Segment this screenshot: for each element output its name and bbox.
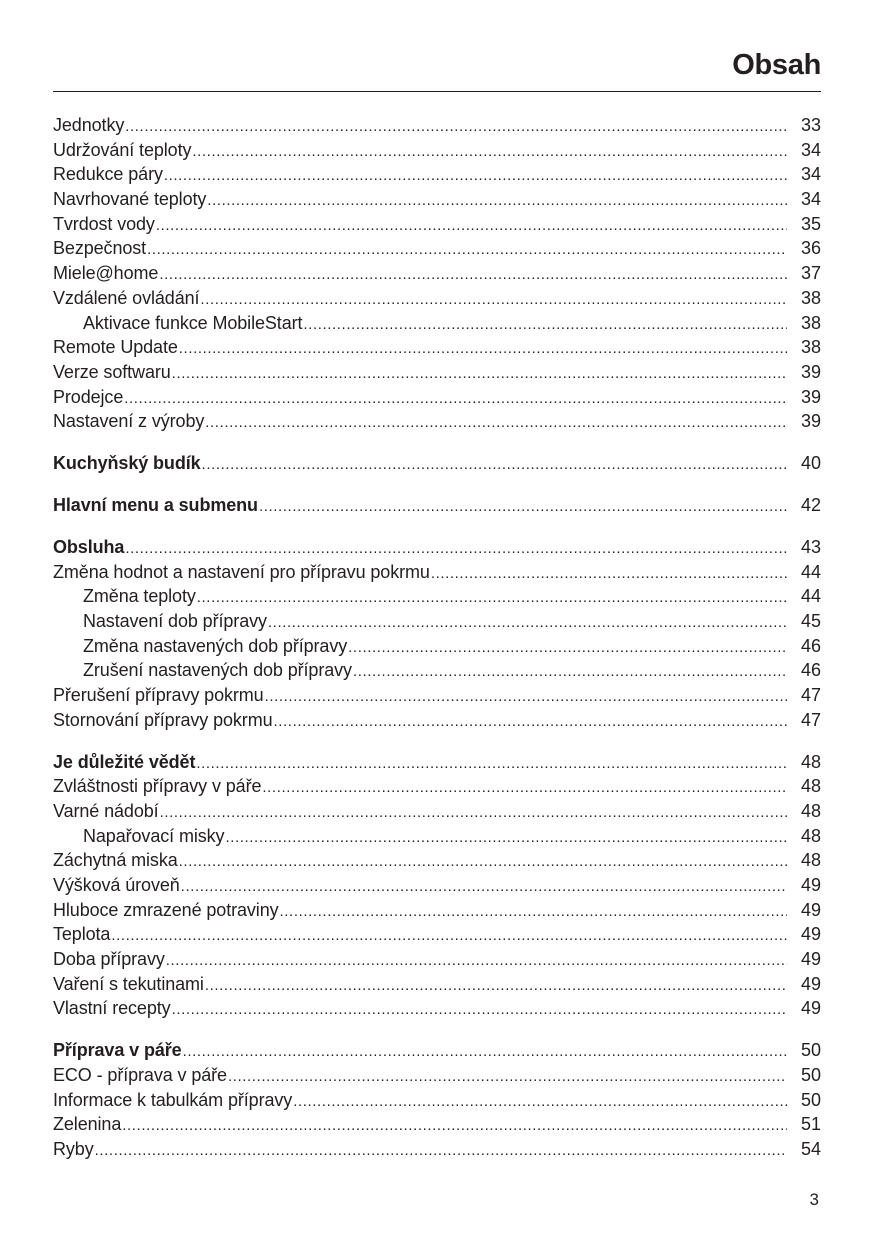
- toc-entry[interactable]: [53, 560, 821, 585]
- dot-leader: [147, 238, 787, 263]
- toc-entry[interactable]: [53, 1063, 821, 1088]
- dot-leader: [179, 850, 787, 875]
- dot-leader: [280, 900, 787, 925]
- toc-entry-page: 47: [800, 685, 821, 705]
- toc-entry-page: 34: [800, 139, 821, 160]
- toc-entry-page: 47: [800, 709, 821, 730]
- table-of-contents: [53, 113, 821, 1162]
- toc-entry-label: Změna nastavených dob přípravy: [83, 635, 348, 656]
- toc-entry-label: Informace k tabulkám přípravy: [53, 1089, 293, 1110]
- toc-entry[interactable]: [53, 162, 821, 187]
- dot-leader: [274, 710, 788, 735]
- dot-leader: [192, 140, 787, 165]
- toc-entry-page: 39: [800, 411, 821, 432]
- toc-entry-label: Verze softwaru: [53, 361, 171, 382]
- dot-leader: [125, 115, 787, 140]
- toc-entry-label: Tvrdost vody: [53, 213, 155, 234]
- dot-leader: [353, 660, 787, 685]
- toc-entry-page: 48: [800, 850, 821, 871]
- dot-leader: [303, 313, 787, 338]
- toc-entry[interactable]: [53, 360, 821, 385]
- toc-entry[interactable]: [53, 824, 821, 849]
- dot-leader: [207, 189, 787, 214]
- dot-leader: [181, 875, 787, 900]
- toc-entry[interactable]: [53, 683, 821, 708]
- toc-entry-label: Bezpečnost: [53, 238, 147, 259]
- dot-leader: [124, 387, 787, 412]
- toc-entry-label: Kuchyňský budík: [53, 453, 201, 474]
- toc-entry-label: Aktivace funkce MobileStart: [83, 312, 303, 333]
- dot-leader: [159, 263, 787, 288]
- toc-entry-label: Obsluha: [53, 536, 125, 557]
- toc-entry[interactable]: [53, 113, 821, 138]
- toc-entry-page: 44: [800, 561, 821, 582]
- toc-entry[interactable]: [53, 138, 821, 163]
- toc-entry-label: Remote Update: [53, 337, 178, 358]
- dot-leader: [348, 636, 787, 661]
- dot-leader: [431, 562, 787, 587]
- toc-entry-page: 48: [800, 800, 821, 821]
- toc-entry-page: 49: [800, 973, 821, 994]
- dot-leader: [164, 164, 787, 189]
- toc-entry-label: Hluboce zmrazené potraviny: [53, 899, 279, 920]
- toc-entry-page: 49: [800, 875, 821, 895]
- toc-entry-page: 38: [800, 312, 821, 333]
- toc-entry[interactable]: [53, 1088, 821, 1113]
- toc-entry-page: 48: [800, 825, 821, 846]
- toc-entry-label: Výšková úroveň: [53, 875, 180, 895]
- toc-entry-label: Zvláštnosti přípravy v páře: [53, 776, 262, 797]
- toc-entry-page: 45: [800, 610, 821, 631]
- toc-entry-label: Navrhované teploty: [53, 189, 207, 210]
- toc-entry-page: 44: [800, 586, 821, 607]
- toc-entry-label: Vzdálené ovládání: [53, 287, 200, 308]
- toc-entry-label: Vlastní recepty: [53, 998, 171, 1019]
- dot-leader: [95, 1139, 787, 1164]
- toc-entry[interactable]: [53, 708, 821, 733]
- toc-entry-label: Zelenina: [53, 1114, 122, 1135]
- dot-leader: [265, 685, 787, 710]
- dot-leader: [262, 776, 787, 801]
- toc-entry[interactable]: [53, 409, 821, 434]
- dot-leader: [125, 537, 787, 562]
- toc-section-entry[interactable]: [53, 493, 821, 518]
- toc-entry-page: 38: [800, 337, 821, 358]
- toc-entry-label: Napařovací misky: [83, 825, 225, 846]
- dot-leader: [228, 1065, 787, 1090]
- toc-entry-label: Miele@home: [53, 263, 159, 284]
- toc-entry-label: Prodejce: [53, 386, 124, 407]
- toc-entry-label: Změna hodnot a nastavení pro přípravu pokrmu: [53, 561, 430, 582]
- header-rule: [53, 91, 821, 92]
- toc-entry[interactable]: [53, 799, 821, 824]
- toc-entry-label: Záchytná miska: [53, 850, 178, 871]
- dot-leader: [183, 1040, 787, 1065]
- toc-entry-label: Nastavení z výroby: [53, 411, 205, 432]
- dot-leader: [205, 411, 787, 436]
- toc-entry-page: 34: [800, 189, 821, 210]
- toc-entry[interactable]: [53, 634, 821, 659]
- toc-entry-page: 42: [800, 495, 821, 515]
- toc-entry[interactable]: [53, 187, 821, 212]
- dot-leader: [268, 611, 787, 636]
- toc-entry-label: Ryby: [53, 1139, 94, 1160]
- dot-leader: [166, 949, 787, 974]
- toc-entry-page: 39: [800, 361, 821, 382]
- toc-entry-page: 36: [800, 238, 821, 259]
- dot-leader: [293, 1090, 787, 1115]
- toc-entry-page: 46: [800, 660, 821, 681]
- toc-section-entry[interactable]: [53, 750, 821, 775]
- toc-entry[interactable]: [53, 972, 821, 997]
- toc-entry[interactable]: [53, 947, 821, 972]
- toc-entry-label: Nastavení dob přípravy: [83, 610, 267, 631]
- toc-entry[interactable]: [53, 1137, 821, 1162]
- toc-entry-label: Varné nádobí: [53, 800, 159, 821]
- toc-entry-label: Zrušení nastavených dob přípravy: [83, 660, 352, 681]
- toc-entry-label: Přerušení přípravy pokrmu: [53, 685, 264, 705]
- toc-entry-label: Vaření s tekutinami: [53, 973, 204, 994]
- dot-leader: [200, 288, 787, 313]
- toc-entry-page: 54: [800, 1139, 821, 1160]
- toc-entry-page: 48: [800, 776, 821, 797]
- dot-leader: [122, 1114, 787, 1139]
- dot-leader: [197, 586, 787, 611]
- toc-entry[interactable]: [53, 922, 821, 947]
- toc-entry-page: 49: [800, 998, 821, 1019]
- toc-entry[interactable]: [53, 584, 821, 609]
- toc-entry-page: 50: [800, 1040, 821, 1061]
- toc-entry-label: Udržování teploty: [53, 139, 192, 160]
- toc-entry[interactable]: [53, 898, 821, 923]
- toc-entry-page: 49: [800, 949, 821, 970]
- toc-section-entry[interactable]: [53, 451, 821, 476]
- toc-entry-page: 40: [800, 453, 821, 474]
- toc-entry[interactable]: [53, 658, 821, 683]
- toc-entry[interactable]: [53, 774, 821, 799]
- toc-entry[interactable]: [53, 335, 821, 360]
- toc-entry-label: ECO - příprava v páře: [53, 1065, 227, 1085]
- dot-leader: [172, 998, 787, 1023]
- toc-entry-page: 35: [800, 213, 821, 234]
- toc-entry[interactable]: [53, 236, 821, 261]
- toc-entry-label: Stornování přípravy pokrmu: [53, 709, 273, 730]
- toc-entry[interactable]: [53, 311, 821, 336]
- toc-section-entry[interactable]: [53, 1038, 821, 1063]
- toc-entry-page: 48: [800, 751, 821, 772]
- dot-leader: [160, 801, 787, 826]
- dot-leader: [225, 826, 787, 851]
- dot-leader: [156, 214, 787, 239]
- toc-entry-page: 38: [800, 287, 821, 308]
- toc-entry-page: 43: [800, 536, 821, 557]
- toc-entry-page: 34: [800, 164, 821, 185]
- dot-leader: [172, 362, 787, 387]
- toc-entry[interactable]: [53, 212, 821, 237]
- dot-leader: [111, 924, 787, 949]
- toc-entry-page: 33: [800, 115, 821, 135]
- toc-entry-page: 46: [800, 635, 821, 656]
- dot-leader: [259, 495, 787, 520]
- toc-entry[interactable]: [53, 873, 821, 898]
- toc-entry-label: Redukce páry: [53, 164, 163, 185]
- dot-leader: [196, 752, 787, 777]
- dot-leader: [179, 337, 787, 362]
- toc-entry-label: Změna teploty: [83, 586, 196, 607]
- toc-entry-label: Je důležité vědět: [53, 751, 196, 772]
- toc-entry-label: Příprava v páře: [53, 1040, 182, 1061]
- toc-section-entry[interactable]: [53, 535, 821, 560]
- toc-entry[interactable]: [53, 261, 821, 286]
- toc-entry-page: 37: [800, 263, 821, 284]
- toc-entry-page: 49: [800, 899, 821, 920]
- dot-leader: [205, 974, 787, 999]
- page-title: Obsah: [732, 49, 821, 81]
- toc-entry[interactable]: [53, 1112, 821, 1137]
- toc-entry-page: 49: [800, 924, 821, 945]
- toc-entry[interactable]: [53, 609, 821, 634]
- dot-leader: [202, 453, 787, 478]
- toc-entry-label: Jednotky: [53, 115, 125, 135]
- page-number: 3: [809, 1190, 819, 1209]
- toc-entry-page: 50: [800, 1065, 821, 1085]
- toc-entry-page: 50: [800, 1089, 821, 1110]
- toc-entry-label: Doba přípravy: [53, 949, 165, 970]
- toc-entry[interactable]: [53, 385, 821, 410]
- toc-entry-label: Teplota: [53, 924, 111, 945]
- toc-entry[interactable]: [53, 286, 821, 311]
- toc-entry-label: Hlavní menu a submenu: [53, 495, 258, 515]
- toc-entry[interactable]: [53, 996, 821, 1021]
- toc-entry-page: 51: [800, 1114, 821, 1135]
- toc-entry[interactable]: [53, 848, 821, 873]
- toc-entry-page: 39: [800, 386, 821, 407]
